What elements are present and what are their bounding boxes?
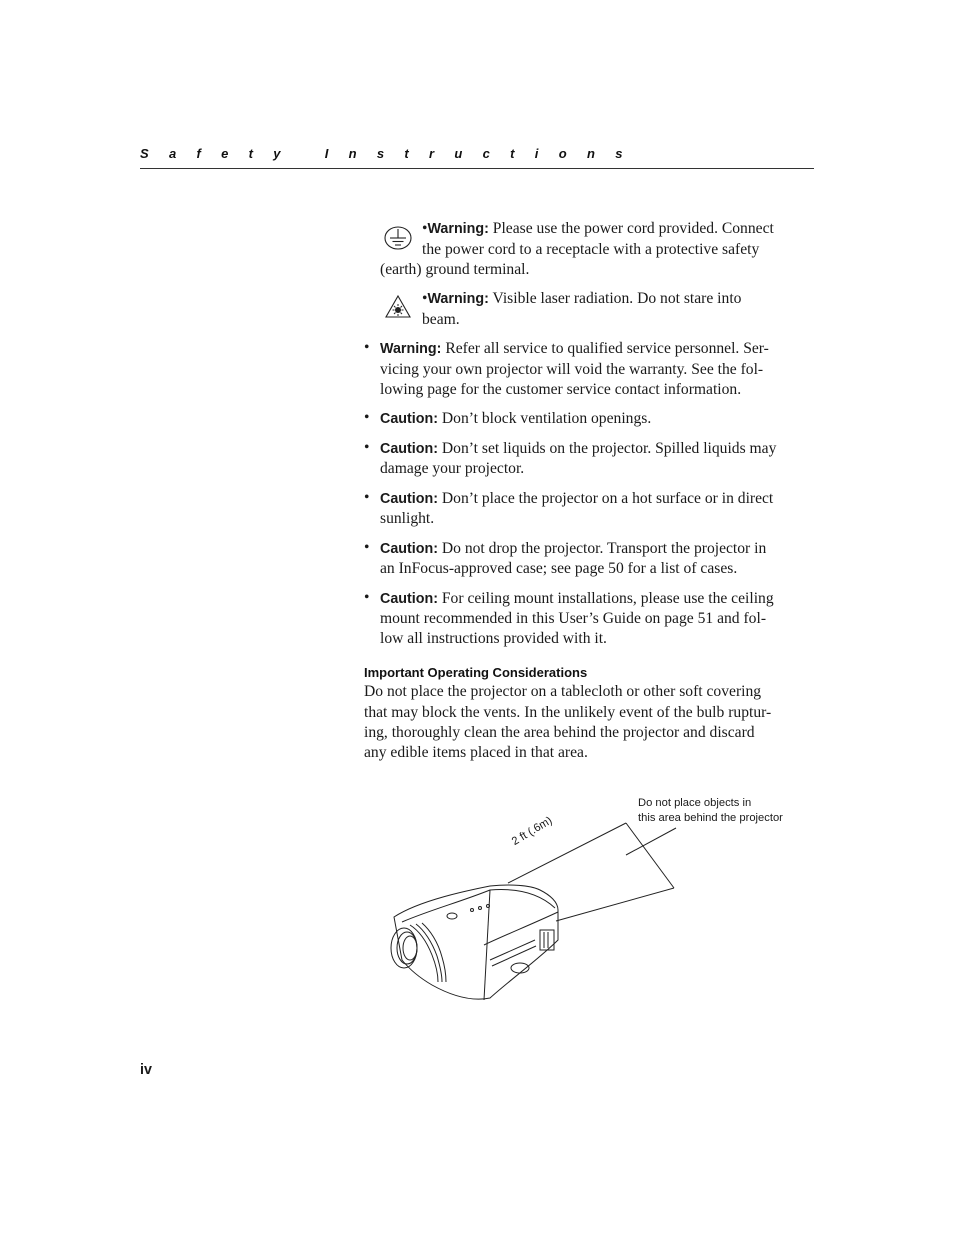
bullet-text: Don’t set liquids on the projector. Spilled liquids may (437, 440, 777, 457)
section-paragraph-line: ing, thoroughly clean the area behind the projector and discard (364, 724, 755, 741)
bullet-mark: • (364, 439, 370, 456)
bullet-text: Do not drop the projector. Transport the projector in (437, 540, 767, 557)
bullet-item-line: lowing page for the customer service contact information. (380, 381, 742, 398)
section-heading: Important Operating Considerations (364, 665, 588, 680)
bullet-item-line: mount recommended in this User’s Guide on page 51 and fol- (380, 610, 767, 627)
bullet-item-line (380, 489, 773, 509)
dimension-label: 2 ft (.6m) (509, 814, 555, 848)
bullet-mark: • (364, 589, 370, 606)
warning-laser-line1 (422, 289, 741, 309)
caution-label: Caution: (380, 441, 438, 457)
warning-text: Please use the power cord provided. Connect (488, 220, 774, 237)
caution-label: Caution: (380, 491, 438, 507)
bullet-item-line: damage your projector. (380, 460, 525, 477)
header-rule (140, 168, 814, 169)
bullet-mark: • (422, 220, 428, 237)
projector-illustration-icon (380, 790, 700, 1010)
warning-ground-line2: the power cord to a receptacle with a protective safety (422, 241, 760, 258)
ground-symbol-icon (382, 225, 414, 251)
bullet-item-line (380, 539, 766, 559)
bullet-text: Refer all service to qualified service personnel. Ser- (441, 340, 769, 357)
caution-label: Caution: (380, 541, 438, 557)
bullet-text: For ceiling mount installations, please use the ceiling (437, 590, 774, 607)
running-header: Safety Instructions (140, 146, 643, 161)
bullet-item-line (380, 589, 774, 609)
warning-label: Warning: (380, 341, 442, 357)
bullet-item-line: low all instructions provided with it. (380, 630, 607, 647)
section-paragraph-line: that may block the vents. In the unlikely event of the bulb ruptur- (364, 704, 772, 721)
caution-label: Caution: (380, 591, 438, 607)
section-paragraph-line: Do not place the projector on a tablecloth or other soft covering (364, 683, 762, 700)
caution-label: Caution: (380, 411, 438, 427)
bullet-text: Don’t place the projector on a hot surface or in direct (437, 490, 774, 507)
bullet-item-line: vicing your own projector will void the warranty. See the fol- (380, 361, 764, 378)
warning-laser-line2: beam. (422, 311, 460, 328)
bullet-mark: • (422, 290, 428, 307)
bullet-item-line (380, 409, 651, 429)
bullet-mark: • (364, 339, 370, 356)
bullet-item-line: sunlight. (380, 510, 435, 527)
bullet-text: Don’t block ventilation openings. (437, 410, 652, 427)
section-paragraph-line: any edible items placed in that area. (364, 744, 588, 761)
bullet-mark: • (364, 409, 370, 426)
bullet-mark: • (364, 489, 370, 506)
warning-label: Warning: (427, 291, 489, 307)
figure-caption-line: this area behind the projector (638, 812, 783, 824)
warning-ground-line1 (422, 219, 774, 239)
bullet-item-line: an InFocus-approved case; see page 50 for a list of cases. (380, 560, 738, 577)
figure-caption-line: Do not place objects in (638, 797, 752, 809)
warning-ground-line3: (earth) ground terminal. (380, 261, 530, 278)
page-number: iv (140, 1062, 152, 1078)
bullet-item-line (380, 439, 776, 459)
laser-warning-icon (384, 294, 412, 320)
warning-label: Warning: (427, 221, 489, 237)
bullet-mark: • (364, 539, 370, 556)
warning-text: Visible laser radiation. Do not stare into (488, 290, 742, 307)
bullet-item-line (380, 339, 769, 359)
